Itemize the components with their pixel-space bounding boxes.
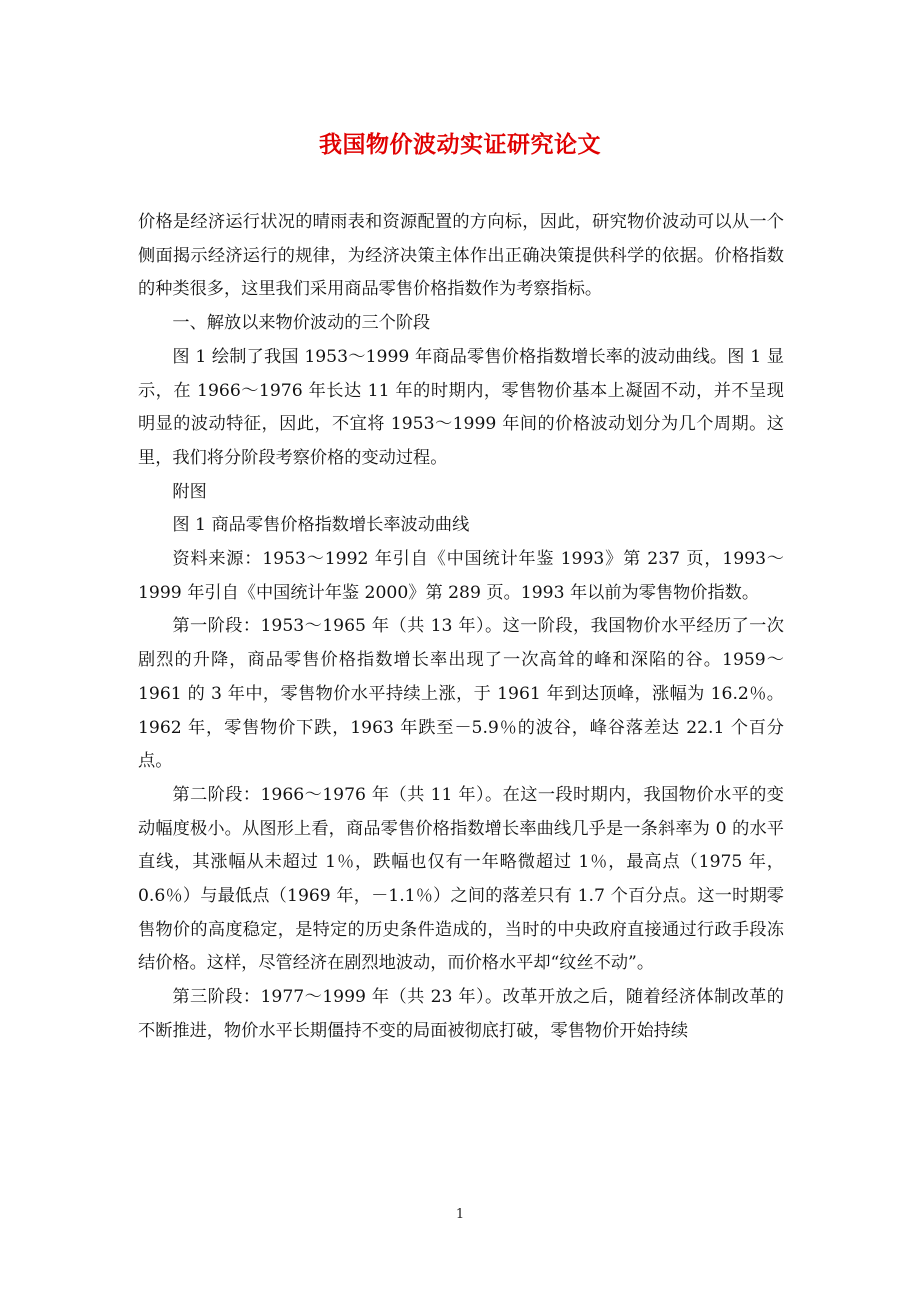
appendix-figure-label: 附图	[172, 481, 207, 502]
figure-caption: 图 1 商品零售价格指数增长率波动曲线	[172, 515, 470, 536]
intro-paragraph: 价格是经济运行状况的晴雨表和资源配置的方向标，因此，研究物价波动可以从一个侧面揭示经济运行的规律，为经济决策主体作出正确决策提供科学的依据。价格指数的种类很多，这里我们采用商品零售价格指数作为考察指标。	[138, 212, 784, 300]
stage-two-paragraph: 第二阶段：1966～1976 年（共 11 年）。在这一段时期内，我国物价水平的变动幅度极小。从图形上看，商品零售价格指数增长率曲线几乎是一条斜率为 0 的水平直线，其涨幅从未超过 1％，跌幅也仅有一年略微超过 1％，最高点（1975 年，0.6％）与最低点（1969 年，－1.1％）之间的落差只有 1.7 个百分点。这一时期零售物价的高度稳定，是特定的历史条件造成的，当时的中央政府直接通过行政手段冻结价格。这样，尽管经济在剧烈地波动，而价格水平却“纹丝不动”。	[138, 784, 784, 974]
figure-description-paragraph: 图 1 绘制了我国 1953～1999 年商品零售价格指数增长率的波动曲线。图 1 显示，在 1966～1976 年长达 11 年的时期内，零售物价基本上凝固不动，并不呈现明显的波动特征，因此，不宜将 1953～1999 年间的价格波动划分为几个周期。这里，我们将分阶段考察价格的变动过程。	[138, 346, 784, 468]
document-body	[138, 206, 784, 1049]
stage-three-paragraph: 第三阶段：1977～1999 年（共 23 年）。改革开放之后，随着经济体制改革的不断推进，物价水平长期僵持不变的局面被彻底打破，零售物价开始持续	[138, 987, 784, 1041]
stage-one-paragraph: 第一阶段：1953～1965 年（共 13 年）。这一阶段，我国物价水平经历了一次剧烈的升降，商品零售价格指数增长率出现了一次高耸的峰和深陷的谷。1959～1961 的 3 年中，零售物价水平持续上涨，于 1961 年到达顶峰，涨幅为 16.2％。1962 年，零售物价下跌，1963 年跌至－5.9％的波谷，峰谷落差达 22.1 个百分点。	[138, 616, 784, 772]
data-source-paragraph: 资料来源：1953～1992 年引自《中国统计年鉴 1993》第 237 页，1993～1999 年引自《中国统计年鉴 2000》第 289 页。1993 年以前为零售物价指数。	[138, 549, 784, 603]
document-title: 我国物价波动实证研究论文	[319, 131, 601, 158]
section-heading: 一、解放以来物价波动的三个阶段	[172, 313, 431, 334]
page-number: 1	[455, 1207, 465, 1222]
